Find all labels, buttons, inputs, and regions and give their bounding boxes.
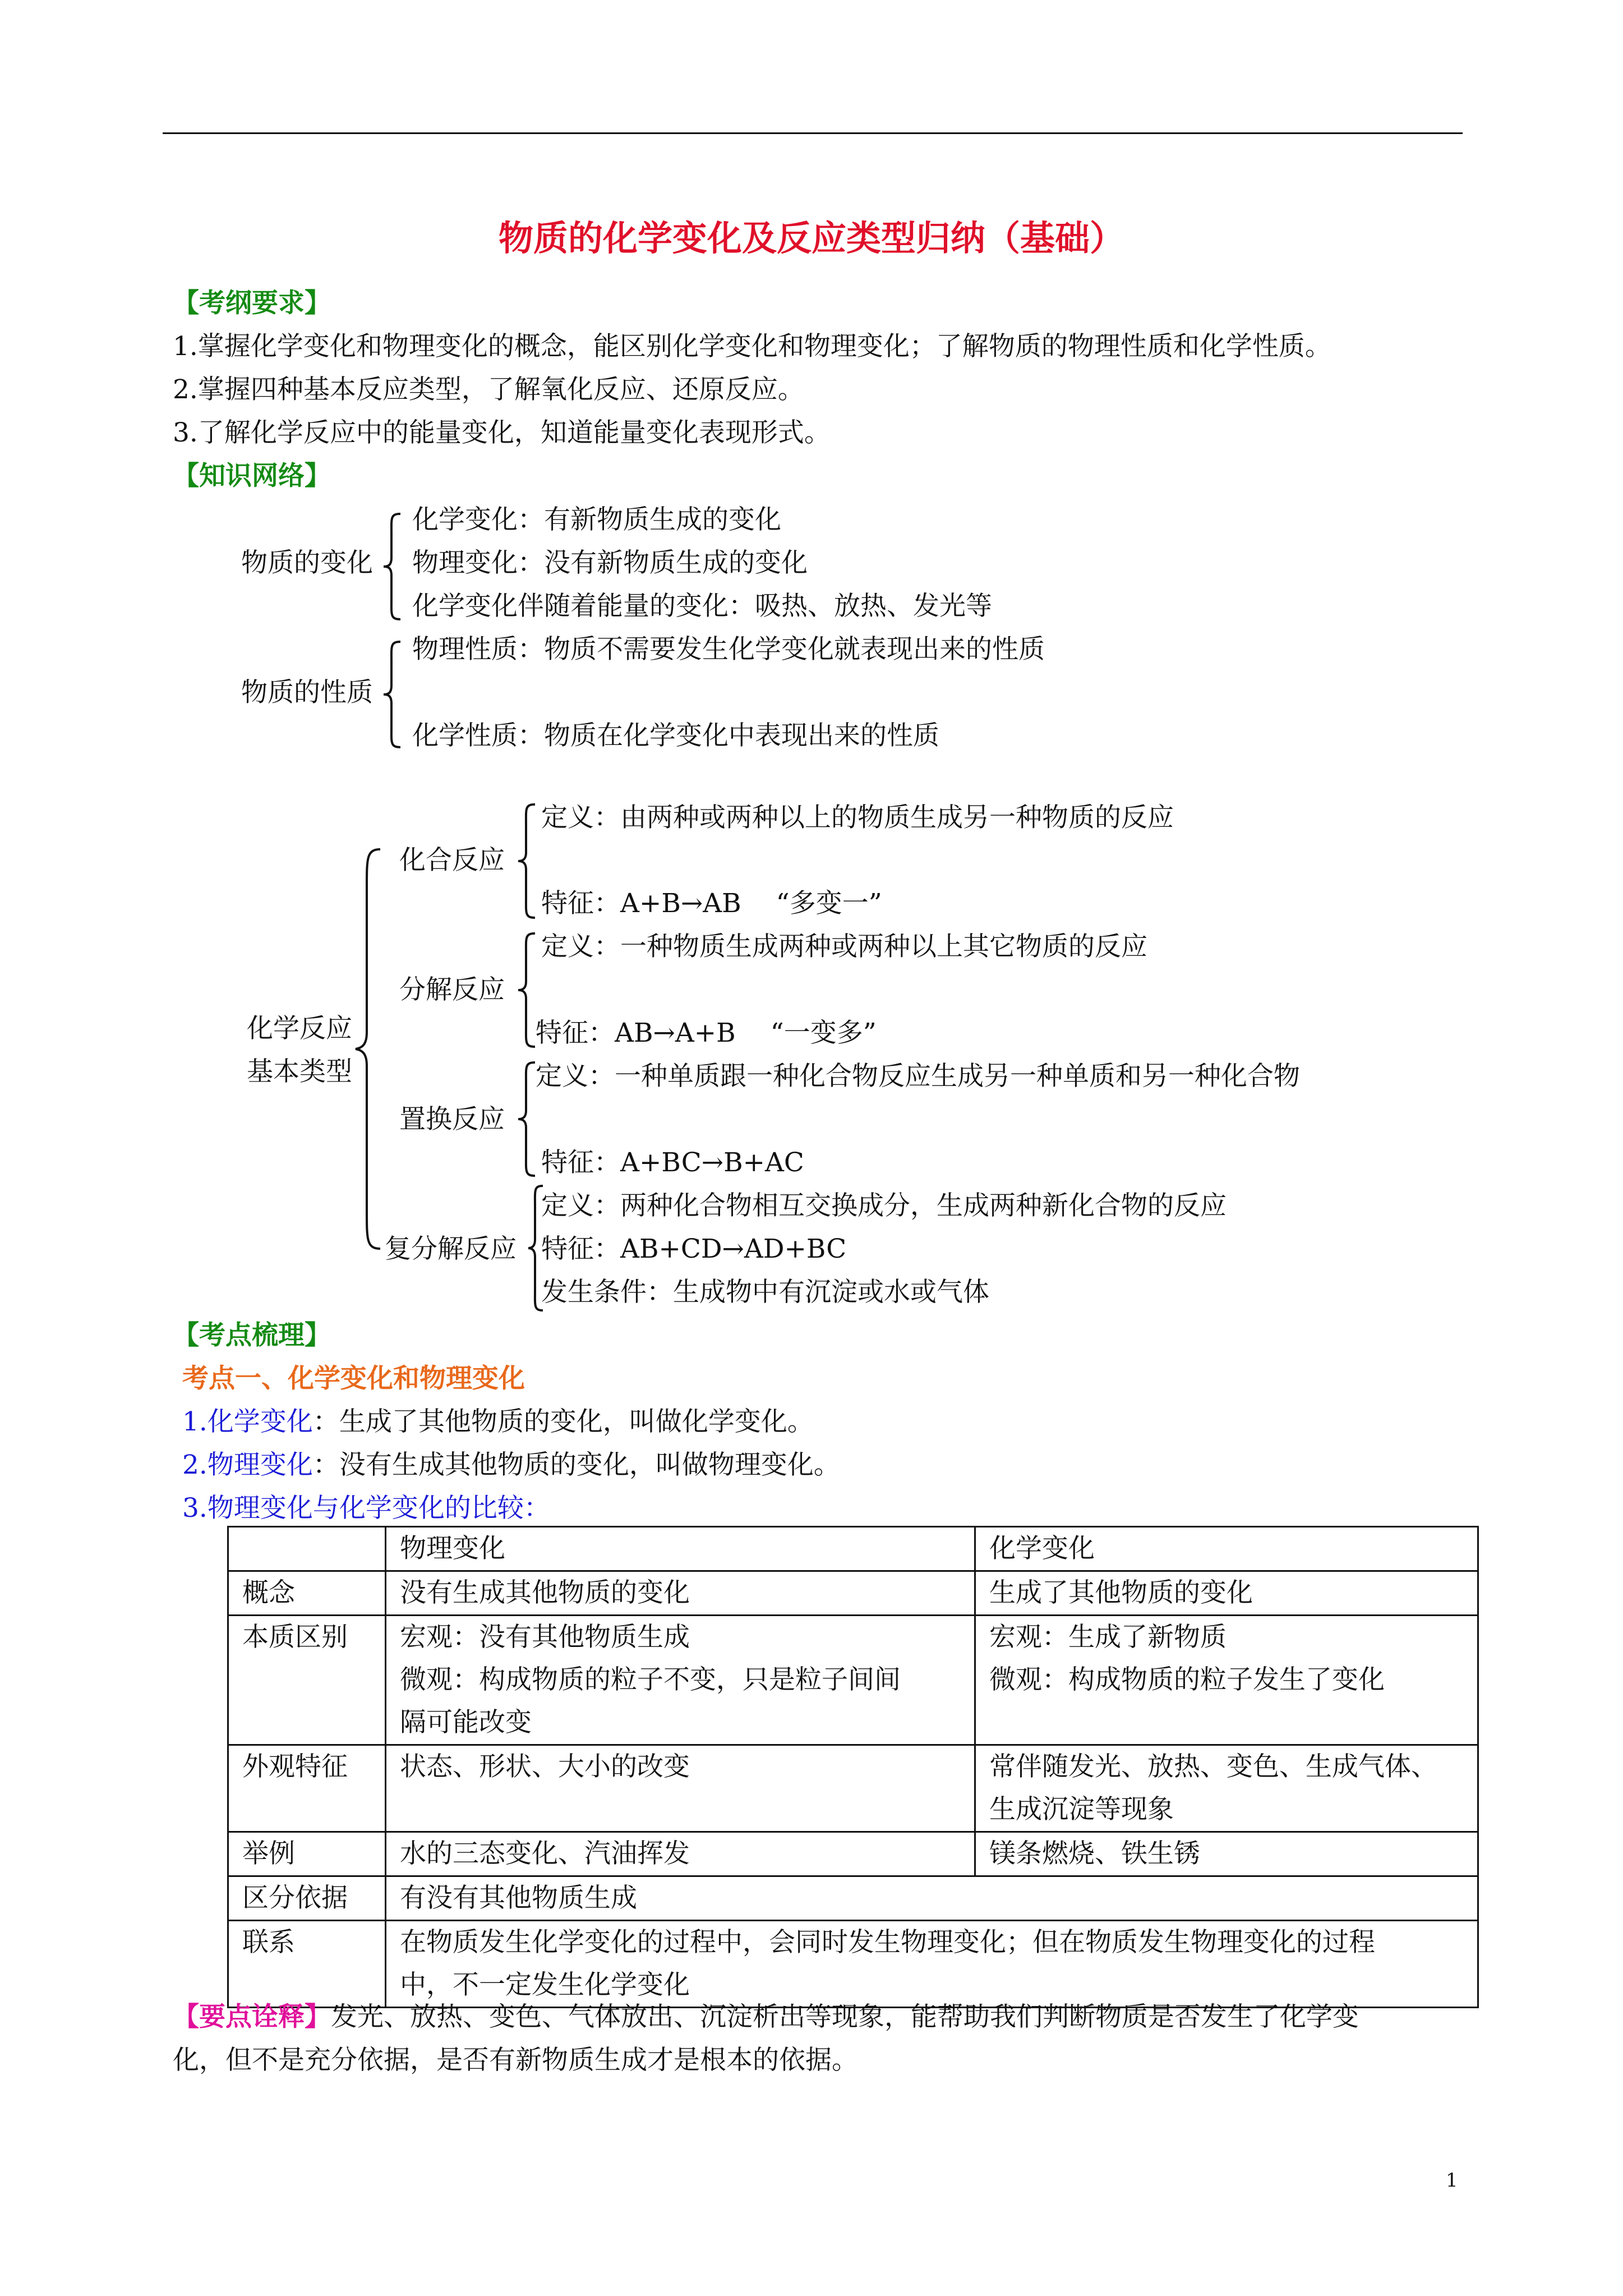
point1-item-2 bbox=[182, 1444, 840, 1487]
reaction-displacement-feature: 特征：A+BC→B+AC bbox=[541, 1147, 804, 1178]
reaction-displacement-def: 定义：一种单质跟一种化合物反应生成另一种单质和另一种化合物 bbox=[536, 1061, 1300, 1092]
network-property-label: 物质的性质 bbox=[241, 677, 373, 708]
page-number: 1 bbox=[1446, 2169, 1458, 2192]
network-property-item-1: 物理性质：物质不需要发生化学变化就表现出来的性质 bbox=[412, 634, 1045, 665]
comparison-table bbox=[227, 1526, 1479, 2008]
cell-essence-physical-line-3: 隔可能改变 bbox=[400, 1707, 532, 1738]
note-line-1 bbox=[173, 1996, 1359, 2039]
reaction-double-decomposition-feature: 特征：AB+CD→AD+BC bbox=[541, 1234, 847, 1264]
reaction-displacement-name: 置换反应 bbox=[399, 1104, 505, 1135]
point1-item-2-text: ：没有生成其他物质的变化，叫做物理变化。 bbox=[312, 1450, 840, 1480]
cell-essence-chemical-line-1: 宏观：生成了新物质 bbox=[989, 1622, 1227, 1653]
row-label-essence: 本质区别 bbox=[228, 1616, 386, 1745]
reaction-double-decomposition-name: 复分解反应 bbox=[385, 1234, 517, 1264]
table-header-cell bbox=[228, 1527, 386, 1571]
table-header-chemical: 化学变化 bbox=[975, 1527, 1478, 1571]
table-row bbox=[228, 1616, 1478, 1745]
row-label-appearance: 外观特征 bbox=[228, 1745, 386, 1832]
cell-basis: 有没有其他物质生成 bbox=[386, 1876, 1478, 1921]
row-label-concept: 概念 bbox=[228, 1571, 386, 1616]
requirement-1: 1.掌握化学变化和物理变化的概念，能区别化学变化和物理变化；了解物质的物理性质和化学性质。 bbox=[173, 331, 1331, 362]
cell-appearance-chemical-line-2: 生成沉淀等现象 bbox=[989, 1794, 1174, 1825]
reaction-decomposition-feature: 特征：AB→A+B “一变多” bbox=[536, 1018, 877, 1048]
page-title: 物质的化学变化及反应类型归纳（基础） bbox=[498, 218, 1124, 259]
section-key-points: 【考点梳理】 bbox=[173, 1320, 331, 1351]
cell-essence-chemical-line-2: 微观：构成物质的粒子发生了变化 bbox=[989, 1664, 1385, 1695]
reaction-decomposition-name: 分解反应 bbox=[399, 974, 505, 1005]
cell-concept-physical: 没有生成其他物质的变化 bbox=[386, 1571, 975, 1616]
reaction-combination-name: 化合反应 bbox=[399, 845, 505, 876]
reaction-decomposition-def: 定义：一种物质生成两种或两种以上其它物质的反应 bbox=[541, 931, 1147, 962]
row-label-relation: 联系 bbox=[228, 1921, 386, 2008]
network-reaction-label-2: 基本类型 bbox=[247, 1056, 352, 1087]
cell-example-physical: 水的三态变化、汽油挥发 bbox=[386, 1832, 975, 1876]
reaction-double-decomposition-def: 定义：两种化合物相互交换成分，生成两种新化合物的反应 bbox=[541, 1190, 1227, 1221]
cell-relation-line-2: 中，不一定发生化学变化 bbox=[400, 1970, 690, 2000]
brace-displacement bbox=[516, 1060, 538, 1178]
note-line-2: 化，但不是充分依据，是否有新物质生成才是根本的依据。 bbox=[173, 2045, 858, 2076]
brace-change bbox=[381, 512, 404, 622]
network-change-item-3: 化学变化伴随着能量的变化：吸热、放热、发光等 bbox=[412, 591, 992, 622]
cell-essence-chemical bbox=[975, 1616, 1478, 1745]
note-text-1: 发光、放热、变色、气体放出、沉淀析出等现象，能帮助我们判断物质是否发生了化学变 bbox=[331, 2001, 1359, 2032]
cell-relation bbox=[386, 1921, 1478, 2008]
table-row bbox=[228, 1921, 1478, 2008]
requirement-2: 2.掌握四种基本反应类型，了解氧化反应、还原反应。 bbox=[173, 374, 804, 405]
table-row bbox=[228, 1832, 1478, 1876]
brace-combination bbox=[516, 802, 538, 920]
network-change-item-2: 物理变化：没有新物质生成的变化 bbox=[412, 547, 808, 578]
reaction-double-decomposition-condition: 发生条件：生成物中有沉淀或水或气体 bbox=[541, 1277, 989, 1308]
table-header-physical: 物理变化 bbox=[386, 1527, 975, 1571]
cell-example-chemical: 镁条燃烧、铁生锈 bbox=[975, 1832, 1478, 1876]
table-header-row bbox=[228, 1527, 1478, 1571]
section-knowledge-network: 【知识网络】 bbox=[173, 461, 331, 491]
point1-item-3: 3.物理变化与化学变化的比较： bbox=[182, 1493, 550, 1524]
cell-essence-physical-line-2: 微观：构成物质的粒子不变，只是粒子间间 bbox=[400, 1664, 901, 1695]
table-row bbox=[228, 1571, 1478, 1616]
row-label-example: 举例 bbox=[228, 1832, 386, 1876]
cell-appearance-physical: 状态、形状、大小的改变 bbox=[386, 1745, 975, 1832]
brace-property bbox=[381, 639, 404, 749]
point1-item-1-label: 1.化学变化 bbox=[182, 1406, 313, 1437]
reaction-combination-feature: 特征：A+B→AB “多变一” bbox=[541, 888, 882, 919]
point1-item-1-text: ：生成了其他物质的变化，叫做化学变化。 bbox=[312, 1406, 814, 1437]
brace-decomposition bbox=[516, 931, 538, 1049]
table-row bbox=[228, 1876, 1478, 1921]
point1-item-2-label: 2.物理变化 bbox=[182, 1450, 313, 1480]
section-exam-requirements: 【考纲要求】 bbox=[173, 288, 331, 319]
point1-heading: 考点一、化学变化和物理变化 bbox=[182, 1363, 525, 1394]
network-change-label: 物质的变化 bbox=[241, 547, 373, 578]
point1-item-1 bbox=[182, 1401, 814, 1443]
row-label-basis: 区分依据 bbox=[228, 1876, 386, 1921]
cell-appearance-chemical bbox=[975, 1745, 1478, 1832]
brace-reaction bbox=[352, 847, 384, 1251]
header-rule bbox=[163, 132, 1463, 134]
cell-relation-line-1: 在物质发生化学变化的过程中，会同时发生物理变化；但在物质发生物理变化的过程 bbox=[400, 1927, 1375, 1958]
note-label: 【要点诠释】 bbox=[173, 2001, 331, 2032]
network-property-item-2: 化学性质：物质在化学变化中表现出来的性质 bbox=[412, 720, 939, 751]
cell-essence-physical bbox=[386, 1616, 975, 1745]
requirement-3: 3.了解化学反应中的能量变化，知道能量变化表现形式。 bbox=[173, 417, 831, 448]
cell-concept-chemical: 生成了其他物质的变化 bbox=[975, 1571, 1478, 1616]
cell-appearance-chemical-line-1: 常伴随发光、放热、变色、生成气体、 bbox=[989, 1751, 1437, 1782]
network-reaction-label-1: 化学反应 bbox=[247, 1013, 352, 1044]
cell-essence-physical-line-1: 宏观：没有其他物质生成 bbox=[400, 1622, 690, 1653]
table-row bbox=[228, 1745, 1478, 1832]
reaction-combination-def: 定义：由两种或两种以上的物质生成另一种物质的反应 bbox=[541, 802, 1174, 833]
network-change-item-1: 化学变化：有新物质生成的变化 bbox=[412, 504, 781, 535]
